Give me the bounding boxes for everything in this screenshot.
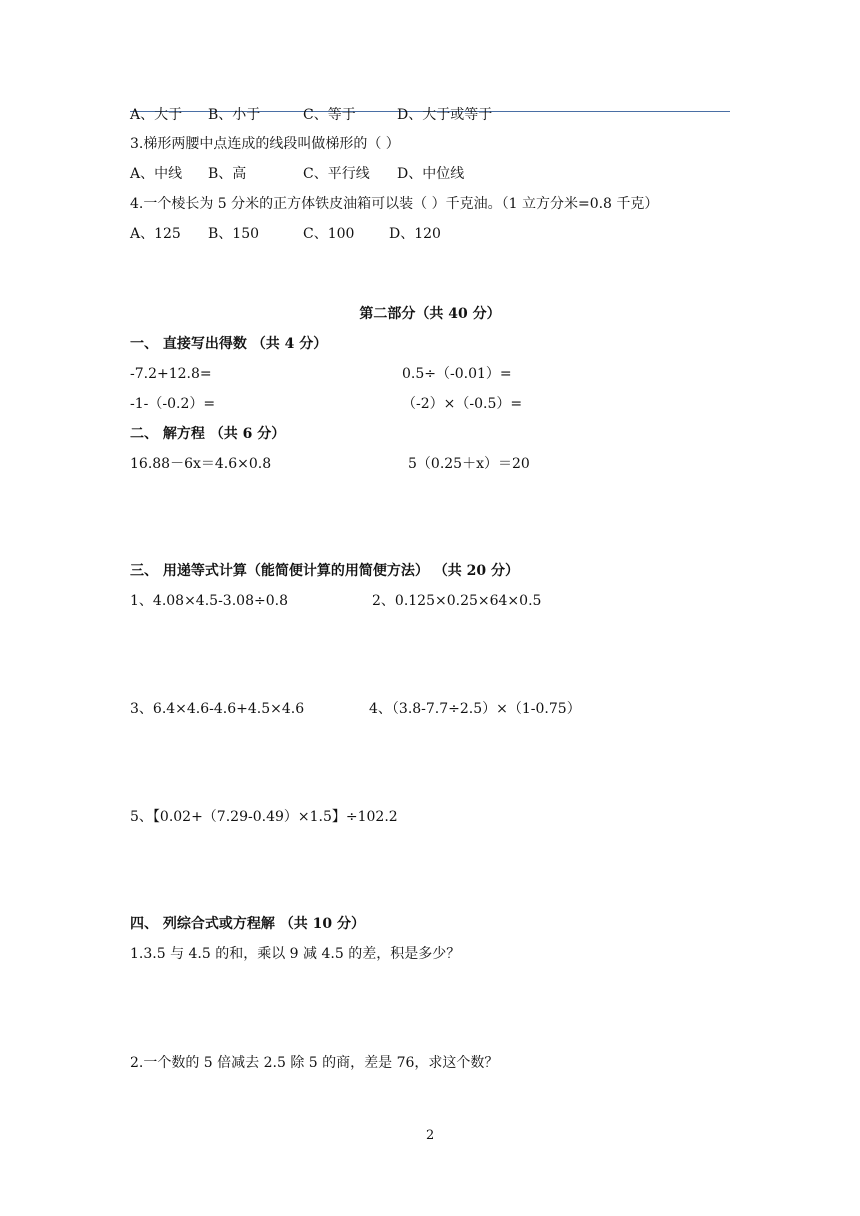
- q2-option-d: D、大于或等于: [397, 107, 493, 123]
- q4-option-d: D、120: [389, 226, 441, 242]
- sec3-item: 3、6.4×4.6-4.6+4.5×4.6: [130, 701, 305, 717]
- sec3-item: 1、4.08×4.5-3.08÷0.8: [130, 593, 288, 609]
- q3-option-d: D、中位线: [397, 166, 465, 182]
- sec3-item: 4、（3.8-7.7÷2.5）×（1-0.75）: [369, 701, 581, 717]
- q2-option-a: A、大于: [130, 107, 183, 123]
- q2-option-c: C、等于: [303, 107, 356, 123]
- sec1-item: 0.5÷（-0.01）=: [402, 366, 512, 382]
- sec1-item: -7.2+12.8=: [130, 366, 212, 382]
- sec1-item: -1-（-0.2）=: [130, 396, 216, 412]
- q3-option-b: B、高: [208, 166, 247, 182]
- page-number: 2: [426, 1128, 435, 1143]
- q4-stem: 4.一个棱长为 5 分米的正方体铁皮油箱可以装（ ）千克油。（1 立方分米=0.8 千克）: [130, 196, 659, 212]
- q4-option-b: B、150: [208, 226, 260, 242]
- part2-title: 第二部分（共 40 分）: [359, 306, 501, 322]
- sec1-item: （-2）×（-0.5）=: [402, 396, 523, 412]
- q3-option-c: C、平行线: [303, 166, 370, 182]
- sec4-item: 2.一个数的 5 倍减去 2.5 除 5 的商，差是 76，求这个数？: [130, 1055, 499, 1071]
- sec3-item: 2、0.125×0.25×64×0.5: [372, 593, 542, 609]
- q4-option-a: A、125: [130, 226, 181, 242]
- q4-option-c: C、100: [303, 226, 355, 242]
- sec3-item: 5、【0.02+（7.29-0.49）×1.5】÷102.2: [130, 809, 398, 825]
- q2-option-b: B、小于: [208, 107, 261, 123]
- q3-option-a: A、中线: [130, 166, 183, 182]
- sec2-item: 16.88－6x＝4.6×0.8: [130, 456, 272, 472]
- q3-stem: 3.梯形两腰中点连成的线段叫做梯形的（ ）: [130, 136, 400, 152]
- sec2-item: 5（0.25＋x）＝20: [408, 456, 530, 472]
- sec4-heading: 四、 列综合式或方程解 （共 10 分）: [130, 916, 365, 932]
- sec2-heading: 二、 解方程 （共 6 分）: [130, 426, 286, 442]
- sec1-heading: 一、 直接写出得数 （共 4 分）: [130, 336, 328, 352]
- sec3-heading: 三、 用递等式计算（能简便计算的用简便方法） （共 20 分）: [130, 563, 519, 579]
- sec4-item: 1.3.5 与 4.5 的和，乘以 9 减 4.5 的差，积是多少？: [130, 946, 461, 962]
